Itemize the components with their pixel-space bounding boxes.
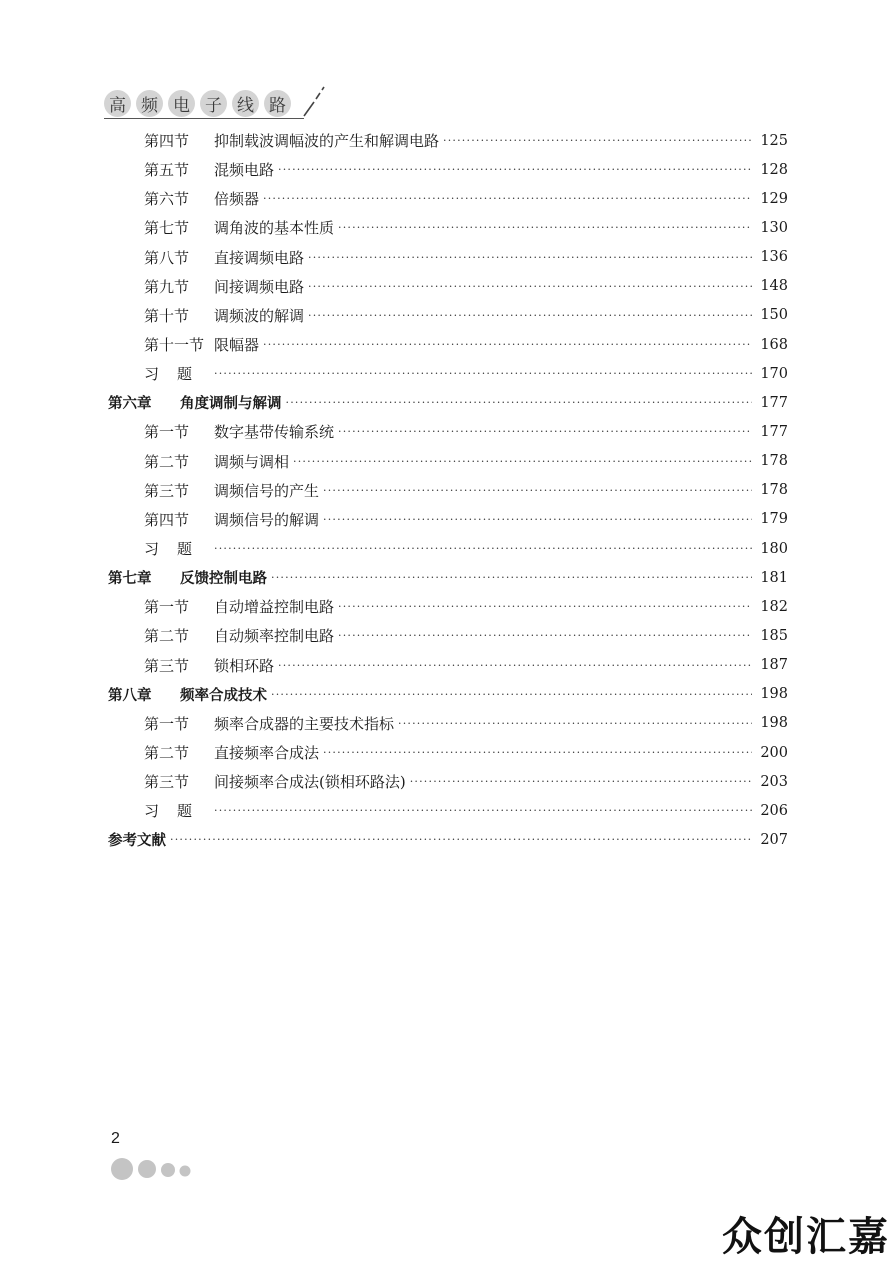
toc-leader-dots: [323, 514, 752, 525]
toc-entry-title: 自动频率控制电路: [214, 627, 335, 646]
header-char: 子: [200, 90, 227, 117]
toc-entry-page: 187: [760, 657, 788, 674]
toc-entry-title: 抑制载波调幅波的产生和解调电路: [214, 132, 440, 151]
toc-entry-page: 206: [760, 802, 788, 819]
toc-leader-dots: [323, 485, 752, 496]
toc-entry-page: 130: [760, 219, 788, 236]
toc-entry-title: 混频电路: [214, 161, 275, 180]
toc-entry-page: 125: [760, 132, 788, 149]
toc-entry-number: 第四节: [144, 132, 190, 151]
toc-leader-dots: [271, 572, 752, 583]
watermark: 众创汇嘉: [722, 1214, 890, 1260]
toc-entry-number: 第二节: [144, 744, 190, 763]
toc-entry-title: 习题: [144, 802, 211, 821]
toc-entry-number: 第七节: [144, 219, 190, 238]
toc-leader-dots: [293, 456, 752, 467]
toc-leader-dots: [410, 776, 752, 787]
toc-entry-number: 第十一节: [144, 336, 205, 355]
toc-entry-number: 第三节: [144, 656, 190, 675]
toc-entry-page: 198: [760, 715, 788, 732]
toc-entry-title: 数字基带传输系统: [214, 423, 335, 442]
toc-leader-dots: [338, 601, 752, 612]
toc-entry-title: 调频与调相: [214, 452, 290, 471]
toc-entry[interactable]: [108, 563, 788, 592]
toc-entry-page: 178: [760, 482, 788, 499]
toc-entry[interactable]: [108, 709, 788, 738]
toc-entry-page: 207: [760, 831, 788, 848]
toc-entry-title: 习题: [144, 540, 211, 559]
toc-entry-number: 第八章: [108, 687, 152, 704]
toc-leader-dots: [308, 310, 752, 321]
toc-entry-number: 第四节: [144, 510, 190, 529]
toc-entry-title: 反馈控制电路: [180, 571, 267, 588]
toc-entry-number: 第六节: [144, 190, 190, 209]
toc-leader-dots: [308, 252, 752, 263]
toc-entry[interactable]: [108, 417, 788, 446]
toc-entry[interactable]: [108, 825, 788, 854]
toc-entry[interactable]: [108, 213, 788, 242]
toc-leader-dots: [271, 689, 752, 700]
header-slash-icon: [300, 84, 330, 118]
toc-entry-page: 148: [760, 278, 788, 295]
toc-entry[interactable]: [108, 388, 788, 417]
toc-leader-dots: [308, 281, 752, 292]
toc-entry-title: 直接频率合成法: [214, 744, 320, 763]
toc-entry-title: 自动增益控制电路: [214, 598, 335, 617]
header-char: 高: [104, 90, 131, 117]
toc-entry-page: 179: [760, 511, 788, 528]
toc-entry-page: 177: [760, 394, 788, 411]
header-char: 电: [168, 90, 195, 117]
toc-entry[interactable]: [108, 592, 788, 621]
toc-entry[interactable]: [108, 651, 788, 680]
toc-entry[interactable]: [108, 680, 788, 709]
toc-entry[interactable]: [108, 155, 788, 184]
toc-entry-page: 203: [760, 773, 788, 790]
toc-entry-number: 第一节: [144, 598, 190, 617]
toc-entry-number: 第三节: [144, 481, 190, 500]
toc-leader-dots: [323, 747, 752, 758]
header-char: 线: [232, 90, 259, 117]
toc-entry-title: 调频信号的解调: [214, 510, 320, 529]
toc-entry[interactable]: [108, 738, 788, 767]
toc-entry[interactable]: [108, 447, 788, 476]
toc-entry-title: 倍频器: [214, 190, 260, 209]
toc-entry[interactable]: [108, 184, 788, 213]
toc-leader-dots: [214, 543, 752, 554]
toc-leader-dots: [338, 426, 752, 437]
toc-leader-dots: [278, 660, 752, 671]
toc-entry-number: 第六章: [108, 396, 152, 413]
toc-entry-number: 第三节: [144, 773, 190, 792]
page-number: 2: [111, 1130, 120, 1147]
toc-entry-title: 频率合成器的主要技术指标: [214, 714, 395, 733]
toc-entry-number: 第二节: [144, 452, 190, 471]
toc-leader-dots: [263, 339, 752, 350]
toc-entry-title: 习题: [144, 365, 211, 384]
toc-entry-number: 第十节: [144, 306, 190, 325]
toc-entry-page: 168: [760, 336, 788, 353]
toc-entry-page: 150: [760, 307, 788, 324]
toc-entry-page: 170: [760, 365, 788, 382]
toc-entry-page: 185: [760, 627, 788, 644]
toc-entry-page: 178: [760, 453, 788, 470]
running-header: [104, 88, 296, 118]
toc-entry-number: 第一节: [144, 714, 190, 733]
toc-entry[interactable]: [108, 301, 788, 330]
header-rule: [104, 118, 304, 119]
footer-circles-icon: [110, 1156, 200, 1182]
toc-entry-title: 调角波的基本性质: [214, 219, 335, 238]
toc-entry[interactable]: [108, 126, 788, 155]
toc-entry[interactable]: [108, 476, 788, 505]
toc-entry[interactable]: [108, 796, 788, 825]
toc-entry-number: 第八节: [144, 248, 190, 267]
toc-leader-dots: [443, 135, 752, 146]
toc-entry-title: 直接调频电路: [214, 248, 305, 267]
toc-entry[interactable]: [108, 243, 788, 272]
toc-entry[interactable]: [108, 621, 788, 650]
toc-entry-title: 参考文献: [108, 833, 166, 850]
toc-entry-title: 锁相环路: [214, 656, 275, 675]
table-of-contents: [108, 126, 788, 855]
toc-entry-page: 128: [760, 161, 788, 178]
toc-leader-dots: [278, 164, 752, 175]
toc-entry-page: 200: [760, 744, 788, 761]
toc-entry[interactable]: [108, 330, 788, 359]
toc-entry-title: 间接调频电路: [214, 277, 305, 296]
toc-entry-page: 129: [760, 190, 788, 207]
toc-leader-dots: [214, 368, 752, 379]
toc-leader-dots: [398, 718, 752, 729]
toc-entry-number: 第九节: [144, 277, 190, 296]
toc-leader-dots: [170, 834, 752, 845]
toc-entry-page: 136: [760, 249, 788, 266]
toc-entry[interactable]: [108, 534, 788, 563]
header-char: 路: [264, 90, 291, 117]
toc-entry-title: 间接频率合成法(锁相环路法): [214, 773, 406, 792]
toc-entry-page: 182: [760, 598, 788, 615]
toc-entry-page: 198: [760, 686, 788, 703]
toc-entry-title: 角度调制与解调: [180, 396, 282, 413]
toc-entry-number: 第五节: [144, 161, 190, 180]
toc-leader-dots: [214, 805, 752, 816]
toc-entry-number: 第七章: [108, 571, 152, 588]
toc-entry-title: 限幅器: [214, 336, 260, 355]
toc-entry-title: 频率合成技术: [180, 687, 267, 704]
toc-entry-title: 调频波的解调: [214, 306, 305, 325]
toc-entry-title: 调频信号的产生: [214, 481, 320, 500]
toc-entry[interactable]: [108, 505, 788, 534]
header-char: 频: [136, 90, 163, 117]
toc-leader-dots: [338, 222, 752, 233]
toc-entry[interactable]: [108, 767, 788, 796]
toc-entry-page: 180: [760, 540, 788, 557]
toc-entry-number: 第二节: [144, 627, 190, 646]
toc-entry[interactable]: [108, 359, 788, 388]
toc-entry-page: 181: [760, 569, 788, 586]
toc-entry-page: 177: [760, 423, 788, 440]
toc-leader-dots: [338, 630, 752, 641]
toc-leader-dots: [263, 193, 752, 204]
toc-entry-number: 第一节: [144, 423, 190, 442]
toc-entry[interactable]: [108, 272, 788, 301]
toc-leader-dots: [286, 397, 753, 408]
